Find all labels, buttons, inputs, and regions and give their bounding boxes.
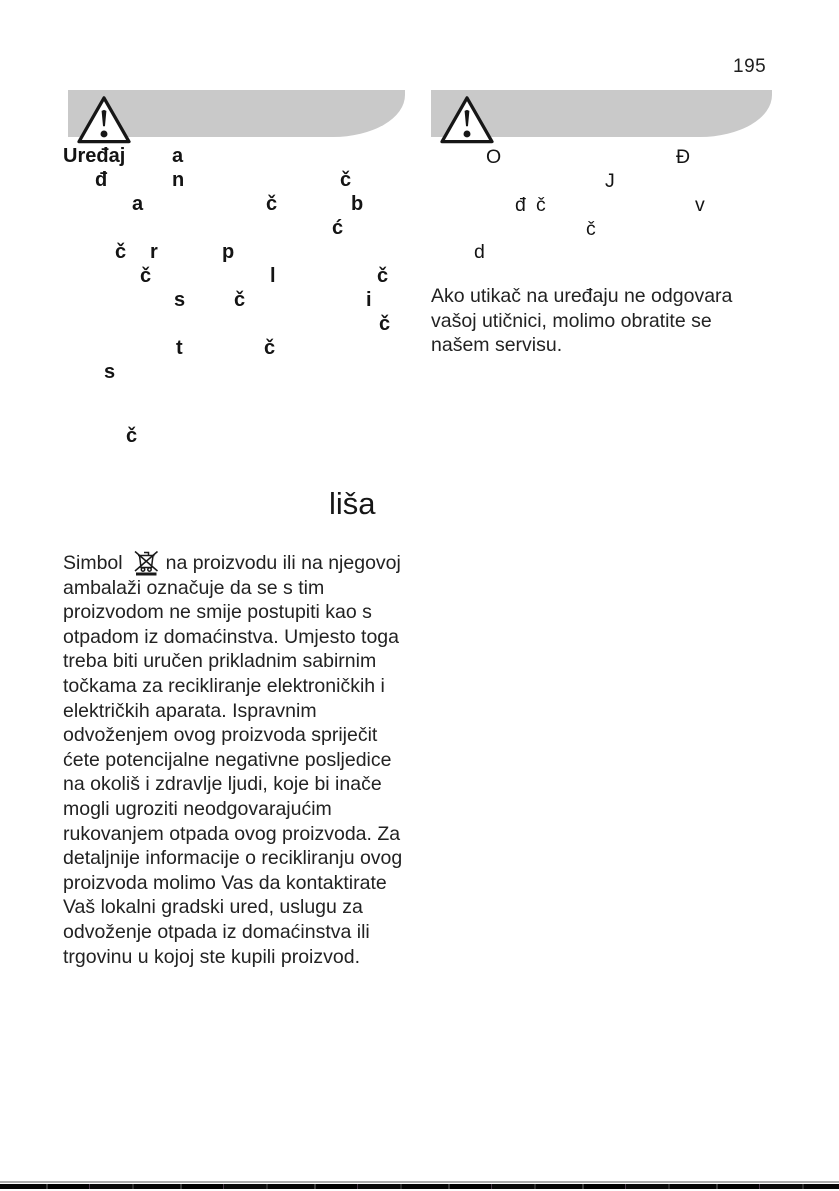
scattered-letter: č [234, 289, 246, 311]
recycling-paragraph-text: na proizvodu ili na njegovoj [165, 552, 401, 574]
scattered-letter: a [172, 145, 184, 167]
scattered-letter: s [104, 361, 116, 383]
scan-artifact-bottom-edge [0, 1181, 839, 1190]
scattered-letter: J [605, 170, 615, 192]
scattered-letter: č [340, 169, 352, 191]
text-line: odvoženje otpada iz domaćinstva ili [63, 920, 370, 943]
text-line: vašoj utičnici, molimo obratite se [431, 309, 712, 332]
scattered-letter: n [172, 169, 185, 191]
page-number: 195 [733, 56, 767, 77]
scattered-letter: ć [332, 217, 344, 239]
text-line: proizvodom ne smije postupiti kao s [63, 601, 372, 624]
scattered-letter: č [264, 337, 276, 359]
text-line: ambalaži označuje da se s tim [63, 576, 325, 599]
symbol-label: Simbol [63, 552, 123, 574]
scattered-letter: l [270, 265, 276, 287]
scattered-letter: Uređaj [63, 145, 126, 167]
scattered-letter: č [379, 313, 391, 335]
scattered-letter: č [126, 425, 138, 447]
text-line: odvoženjem ovog proizvoda spriječit [63, 724, 378, 747]
recycling-paragraph-lines [63, 576, 402, 970]
recycling-paragraph-line [63, 551, 402, 576]
text-line: našem servisu. [431, 334, 563, 357]
text-line: na okoliš i zdravlje ljudi, koje bi inače [63, 773, 382, 796]
scattered-letter: Đ [676, 146, 691, 168]
scattered-letter: r [150, 241, 158, 263]
scattered-letter: O [486, 146, 502, 168]
plug-notice-paragraph [431, 284, 732, 358]
text-line: mogli ugroziti neodgovarajućim [63, 797, 332, 820]
scattered-letter: č [266, 193, 278, 215]
warning-header-bar-right [431, 90, 772, 137]
warning-header-bar-left [68, 90, 405, 137]
scattered-letter: p [222, 241, 235, 263]
scattered-letter: đ [95, 169, 108, 191]
text-line: trgovinu u kojoj ste kupili proizvod. [63, 945, 360, 968]
scattered-letter: đ [515, 194, 526, 216]
text-line: Vaš lokalni gradski ured, uslugu za [63, 896, 363, 919]
text-line: ćete potencijalne negativne posljedice [63, 748, 392, 771]
text-line: Ako utikač na uređaju ne odgovara [431, 285, 733, 307]
text-line: otpadom iz domaćinstva. Umjesto toga [63, 625, 399, 648]
scattered-letter: v [695, 194, 705, 216]
recycling-paragraph [63, 551, 402, 969]
scattered-letter: č [586, 218, 596, 240]
scattered-letter: b [351, 193, 364, 215]
scattered-letter: t [176, 337, 183, 359]
text-line: rukovanjem otpada ovog proizvoda. Za [63, 822, 401, 845]
scattered-letter: i [366, 289, 372, 311]
scattered-letter: d [474, 241, 485, 263]
text-line: detaljnije informacije o recikliranju ovog [63, 847, 403, 870]
scattered-letter: s [174, 289, 186, 311]
warning-triangle-icon [76, 95, 132, 145]
section-heading: liša [329, 486, 376, 521]
weee-crossed-bin-icon [133, 550, 159, 577]
text-line: električkih aparata. Ispravnim [63, 699, 317, 722]
text-line: proizvoda molimo Vas da kontaktirate [63, 871, 387, 894]
scattered-letter: č [140, 265, 152, 287]
scattered-letter: č [115, 241, 127, 263]
text-line: treba biti uručen prikladnim sabirnim [63, 650, 377, 673]
scattered-letter: č [377, 265, 389, 287]
scattered-letter: č [536, 194, 546, 216]
text-line: točkama za recikliranje elektroničkih i [63, 674, 385, 697]
scattered-letter: a [132, 193, 144, 215]
warning-triangle-icon [439, 95, 495, 145]
